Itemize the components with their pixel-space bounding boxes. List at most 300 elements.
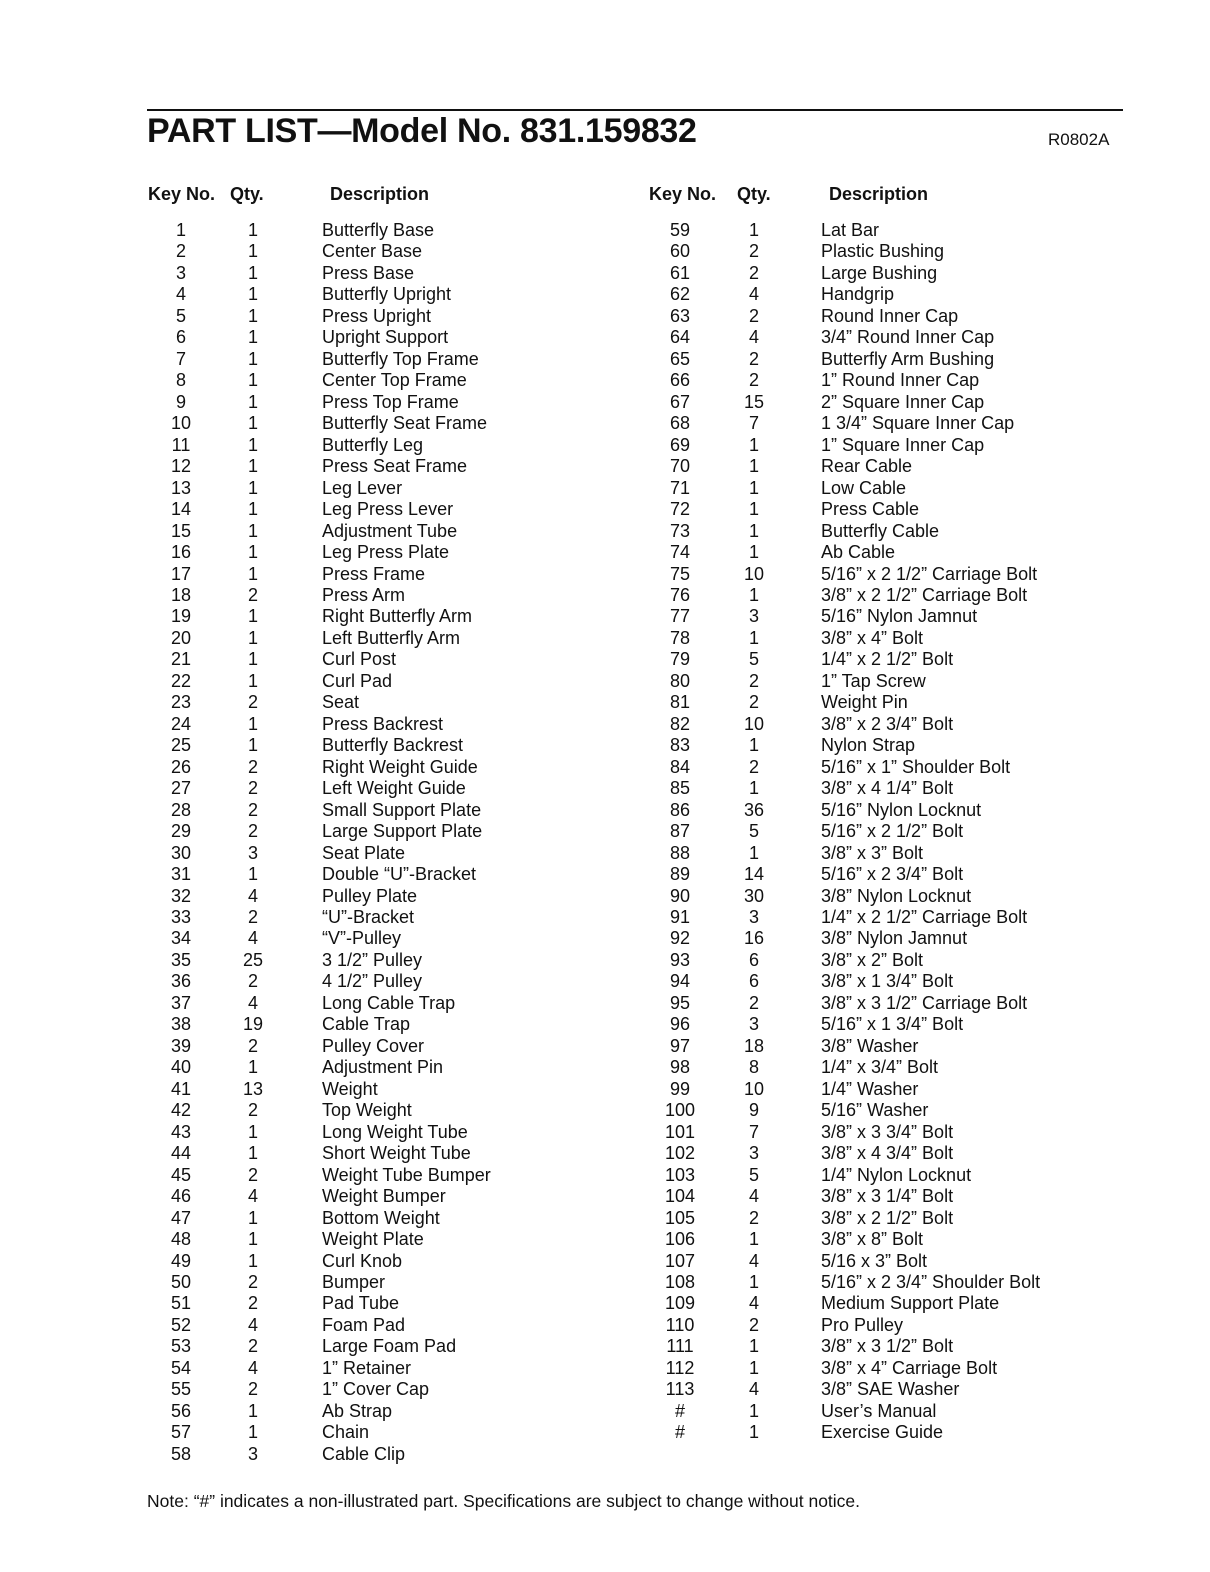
part-description: Curl Pad [322,670,393,691]
part-key-no: 1 [175,220,186,240]
part-description: 3/8” x 3” Bolt [821,842,924,863]
part-row [640,757,1040,778]
part-qty: 5 [748,821,759,842]
column-header [140,184,491,210]
part-description: 3/8” x 2” Bolt [821,949,924,970]
part-row [640,306,1040,327]
part-key-no: 89 [669,864,691,885]
part-qty: 1 [247,413,258,434]
part-description: 3/8” x 3 1/2” Bolt [821,1336,954,1357]
part-qty: 1 [247,262,258,283]
part-qty: 4 [748,1186,759,1207]
part-key-no: 64 [669,327,691,348]
part-description: Butterfly Leg [322,434,424,455]
part-row [640,950,1040,971]
part-description: Nylon Strap [821,735,916,756]
part-qty: 10 [743,713,765,734]
part-key-no: 50 [170,1271,192,1292]
part-description: 5/16” x 2 3/4” Shoulder Bolt [821,1271,1041,1292]
part-row [640,478,1040,499]
part-row [140,1293,491,1314]
part-description: User’s Manual [821,1400,937,1421]
part-key-no: 21 [170,649,192,670]
part-description: Top Weight [322,1100,412,1121]
part-qty: 3 [247,842,258,863]
part-qty: 2 [247,971,258,992]
part-description: Left Weight Guide [322,778,466,799]
part-row [140,1057,491,1078]
part-key-no: 52 [170,1314,192,1335]
part-row [640,649,1040,670]
part-description: Pad Tube [322,1293,400,1314]
part-row [140,606,491,627]
part-key-no: 70 [669,456,691,477]
part-row [140,800,491,821]
part-row [140,714,491,735]
part-qty: 2 [748,370,759,391]
part-key-no: 107 [664,1250,696,1271]
part-description: Cable Clip [322,1443,406,1464]
part-key-no: 95 [669,992,691,1013]
part-qty: 1 [247,1057,258,1078]
part-key-no: 71 [669,477,691,498]
part-qty: 1 [247,284,258,305]
part-key-no: 57 [170,1422,192,1443]
part-key-no: 68 [669,413,691,434]
part-row [640,606,1040,627]
part-description: 3/8” x 2 1/2” Bolt [821,1207,954,1228]
part-description: Leg Lever [322,477,403,498]
qty-header: Qty. [737,184,771,204]
part-key-no: 14 [170,499,192,520]
part-row [140,843,491,864]
part-qty: 1 [247,606,258,627]
part-qty: 1 [247,670,258,691]
part-qty: 2 [748,1207,759,1228]
part-key-no: 39 [170,1035,192,1056]
part-qty: 7 [748,1121,759,1142]
part-description: “V”-Pulley [322,928,402,949]
part-qty: 8 [748,1057,759,1078]
part-row [140,1208,491,1229]
part-qty: 3 [748,907,759,927]
part-qty: 1 [247,1250,258,1271]
part-key-no: 51 [170,1293,192,1314]
part-description: Long Weight Tube [322,1121,468,1142]
part-description: Double “U”-Bracket [322,864,477,885]
part-qty: 1 [247,220,258,240]
part-qty: 1 [247,370,258,391]
part-key-no: 45 [170,1164,192,1185]
part-description: Center Base [322,241,423,262]
part-description: Short Weight Tube [322,1143,471,1164]
part-qty: 2 [247,1336,258,1357]
part-row [640,1100,1040,1121]
part-qty: 1 [748,627,759,648]
part-qty: 10 [743,1078,765,1099]
part-row [640,1251,1040,1272]
parts-list-left [140,220,491,1465]
part-key-no: 110 [665,1314,695,1335]
part-key-no: 28 [170,799,192,820]
qty-header: Qty. [230,184,264,204]
part-description: Round Inner Cap [821,305,959,326]
part-key-no: 47 [170,1207,192,1228]
part-row [640,735,1040,756]
part-qty: 4 [748,327,759,348]
part-description: 3/8” Nylon Locknut [821,885,972,906]
part-row [640,821,1040,842]
part-qty: 4 [247,1314,258,1335]
part-qty: 1 [748,1229,759,1250]
part-key-no: 113 [665,1379,695,1400]
part-key-no: 72 [669,499,691,520]
part-qty: 2 [247,1293,258,1314]
part-key-no: 92 [669,928,691,949]
part-description: 1 3/4” Square Inner Cap [821,413,1015,434]
part-description: Adjustment Tube [322,520,458,541]
part-row [640,499,1040,520]
parts-column-right [640,184,1040,1444]
part-row [640,778,1040,799]
part-description: 4 1/2” Pulley [322,971,423,992]
part-description: Weight Pin [821,692,908,713]
part-qty: 1 [748,1336,759,1357]
part-qty: 1 [748,1357,759,1378]
part-qty: 16 [743,928,765,949]
part-qty: 4 [748,1250,759,1271]
part-row [140,821,491,842]
part-description: Butterfly Seat Frame [322,413,488,434]
part-row [140,521,491,542]
part-key-no: 73 [669,520,691,541]
part-row [640,1315,1040,1336]
part-qty: 2 [247,1035,258,1056]
part-key-no: 18 [170,584,192,605]
part-qty: 1 [748,456,759,477]
part-row [640,886,1040,907]
part-key-no: 69 [669,434,691,455]
part-qty: 1 [247,563,258,584]
part-key-no: 33 [170,907,192,927]
part-row [640,1036,1040,1057]
part-qty: 1 [247,1121,258,1142]
part-qty: 2 [748,756,759,777]
part-key-no: 111 [666,1336,694,1357]
part-key-no: 96 [669,1014,691,1035]
part-qty: 19 [242,1014,264,1035]
part-key-no: 27 [170,778,192,799]
part-key-no: 26 [170,756,192,777]
part-qty: 1 [247,391,258,412]
part-description: 5/16” Nylon Jamnut [821,606,978,627]
part-description: Butterfly Upright [322,284,452,305]
part-description: 3/8” x 2 3/4” Bolt [821,713,954,734]
part-description: Pulley Plate [322,885,418,906]
part-key-no: 97 [669,1035,691,1056]
part-qty: 1 [247,627,258,648]
part-description: Seat Plate [322,842,406,863]
part-description: 1/4” Nylon Locknut [821,1164,972,1185]
part-row [640,1014,1040,1035]
part-key-no: 29 [170,821,192,842]
part-qty: 7 [748,413,759,434]
part-key-no: 32 [170,885,192,906]
part-qty: 1 [748,520,759,541]
part-description: 5/16” x 2 1/2” Carriage Bolt [821,563,1038,584]
part-description: Small Support Plate [322,799,482,820]
part-row [140,1444,491,1465]
part-key-no: 102 [664,1143,696,1164]
part-key-no: 20 [170,627,192,648]
part-key-no: 35 [170,949,192,970]
part-description: 5/16” x 1 3/4” Bolt [821,1014,964,1035]
parts-list-right [640,220,1040,1444]
part-key-no: 99 [669,1078,691,1099]
part-qty: 4 [748,1379,759,1400]
part-description: 3/4” Round Inner Cap [821,327,995,348]
part-key-no: 34 [170,928,192,949]
part-key-no: 83 [669,735,691,756]
part-row [640,928,1040,949]
part-row [140,220,491,241]
part-row [640,413,1040,434]
part-key-no: 77 [669,606,691,627]
part-key-no: # [674,1422,685,1443]
part-description: Butterfly Arm Bushing [821,348,995,369]
part-description: Leg Press Lever [322,499,454,520]
part-row [140,993,491,1014]
key-no-header: Key No. [148,184,216,204]
part-qty: 36 [743,799,765,820]
part-description: 3/8” x 3 1/2” Carriage Bolt [821,992,1028,1013]
part-description: Right Butterfly Arm [322,606,473,627]
part-key-no: 11 [171,434,191,455]
part-description: Bottom Weight [322,1207,440,1228]
part-key-no: 4 [175,284,186,305]
part-description: Ab Cable [821,542,896,563]
part-qty: 2 [748,1314,759,1335]
part-key-no: 12 [170,456,192,477]
part-key-no: 85 [669,778,691,799]
part-row [640,628,1040,649]
part-description: Cable Trap [322,1014,411,1035]
part-key-no: 93 [669,949,691,970]
part-key-no: 9 [175,391,186,412]
part-key-no: 16 [170,542,192,563]
part-qty: 1 [247,1422,258,1443]
part-key-no: 105 [664,1207,696,1228]
part-description: Large Foam Pad [322,1336,457,1357]
part-description: “U”-Bracket [322,907,415,927]
part-description: 1” Round Inner Cap [821,370,980,391]
part-description: 1/4” x 3/4” Bolt [821,1057,939,1078]
part-description: Chain [322,1422,370,1443]
part-qty: 30 [743,885,765,906]
part-row [140,1186,491,1207]
part-key-no: 22 [170,670,192,691]
part-row [640,1293,1040,1314]
part-description: 3/8” x 4 3/4” Bolt [821,1143,954,1164]
part-key-no: 5 [175,305,186,326]
part-qty: 2 [247,799,258,820]
part-qty: 1 [247,434,258,455]
part-row [640,1336,1040,1357]
part-key-no: 24 [170,713,192,734]
part-row [640,392,1040,413]
part-qty: 15 [743,391,765,412]
part-row [140,1122,491,1143]
part-qty: 4 [247,928,258,949]
part-qty: 1 [247,348,258,369]
part-row [140,370,491,391]
part-key-no: 2 [175,241,186,262]
part-description: 1” Cover Cap [322,1379,430,1400]
part-row [640,542,1040,563]
part-description: 3/8” x 8” Bolt [821,1229,924,1250]
part-description: Large Bushing [821,262,938,283]
part-description: Weight Bumper [322,1186,446,1207]
part-key-no: 60 [669,241,691,262]
part-row [640,456,1040,477]
part-qty: 9 [748,1100,759,1121]
part-description: Rear Cable [821,456,913,477]
part-key-no: 94 [669,971,691,992]
part-row [640,327,1040,348]
part-row [640,1401,1040,1422]
part-row [140,778,491,799]
part-key-no: 23 [170,692,192,713]
part-key-no: 6 [175,327,186,348]
part-row [640,1272,1040,1293]
part-row [140,1079,491,1100]
part-row [640,1208,1040,1229]
part-key-no: 55 [170,1379,192,1400]
part-key-no: 66 [669,370,691,391]
part-row [140,263,491,284]
part-row [140,435,491,456]
page-title: PART LIST—Model No. 831.159832 [147,112,697,150]
column-header [640,184,1040,210]
part-description: Ab Strap [322,1400,393,1421]
part-key-no: 104 [664,1186,696,1207]
part-row [140,864,491,885]
part-description: 2” Square Inner Cap [821,391,985,412]
part-row [140,241,491,262]
part-qty: 1 [247,649,258,670]
part-qty: 5 [748,1164,759,1185]
part-row [640,1422,1040,1443]
part-qty: 3 [247,1443,258,1464]
part-key-no: 67 [669,391,691,412]
part-description: 3/8” x 3 3/4” Bolt [821,1121,954,1142]
part-description: 1/4” Washer [821,1078,919,1099]
part-row [140,628,491,649]
part-qty: 3 [748,1014,759,1035]
part-description: Pulley Cover [322,1035,425,1056]
part-description: Upright Support [322,327,449,348]
part-qty: 2 [247,1164,258,1185]
part-row [140,1401,491,1422]
part-key-no: 7 [175,348,186,369]
part-row [140,349,491,370]
part-row [140,950,491,971]
part-description: Plastic Bushing [821,241,945,262]
part-qty: 2 [748,262,759,283]
part-key-no: 36 [170,971,192,992]
part-row [140,585,491,606]
part-qty: 4 [748,284,759,305]
part-description: 3/8” SAE Washer [821,1379,960,1400]
part-description: 3/8” Nylon Jamnut [821,928,968,949]
part-key-no: 15 [170,520,192,541]
part-row [140,456,491,477]
part-key-no: 76 [669,584,691,605]
part-qty: 1 [247,456,258,477]
part-key-no: 103 [664,1164,696,1185]
part-description: Press Backrest [322,713,444,734]
part-qty: 5 [748,649,759,670]
part-row [640,349,1040,370]
part-description: Pro Pulley [821,1314,904,1335]
key-no-header: Key No. [649,184,717,204]
part-row [140,1422,491,1443]
part-row [140,1379,491,1400]
part-description: Adjustment Pin [322,1057,444,1078]
part-row [640,1358,1040,1379]
part-row [140,907,491,928]
part-description: Press Upright [322,305,432,326]
part-key-no: 100 [664,1100,696,1121]
part-key-no: 58 [170,1443,192,1464]
part-description: Center Top Frame [322,370,467,391]
part-qty: 1 [748,584,759,605]
part-row [140,1165,491,1186]
part-description: Foam Pad [322,1314,406,1335]
part-description: 3 1/2” Pulley [322,949,423,970]
part-row [140,327,491,348]
part-key-no: 78 [669,627,691,648]
part-qty: 2 [247,1271,258,1292]
part-key-no: 46 [170,1186,192,1207]
part-qty: 1 [247,499,258,520]
description-header: Description [829,184,929,204]
part-description: 5/16” x 1” Shoulder Bolt [821,756,1011,777]
part-description: Weight Plate [322,1229,424,1250]
part-qty: 2 [247,821,258,842]
part-qty: 1 [748,220,759,240]
part-row [140,757,491,778]
part-description: Butterfly Backrest [322,735,464,756]
part-key-no: 84 [669,756,691,777]
part-key-no: 106 [664,1229,696,1250]
part-key-no: 44 [170,1143,192,1164]
part-row [140,1272,491,1293]
part-description: Exercise Guide [821,1422,944,1443]
part-qty: 2 [748,348,759,369]
part-description: Handgrip [821,284,895,305]
part-key-no: 41 [170,1078,192,1099]
part-qty: 1 [247,327,258,348]
part-row [640,971,1040,992]
part-description: Bumper [322,1271,386,1292]
part-row [640,843,1040,864]
part-row [640,241,1040,262]
part-qty: 1 [247,1400,258,1421]
part-key-no: 63 [669,305,691,326]
part-qty: 1 [247,735,258,756]
part-key-no: 25 [170,735,192,756]
